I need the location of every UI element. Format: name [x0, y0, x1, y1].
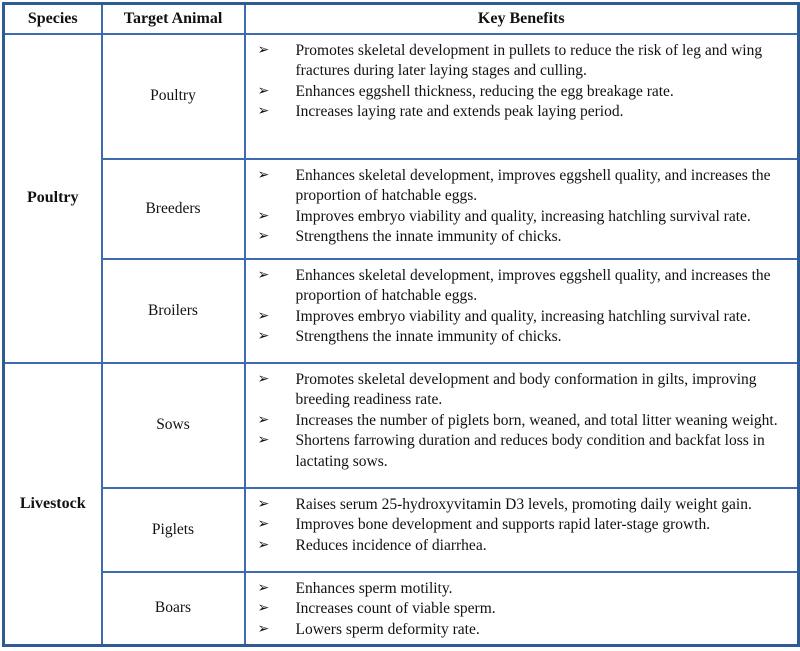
benefit-item [258, 495, 790, 516]
benefit-item [258, 266, 790, 307]
benefit-text: Improves embryo viability and quality, increasing hatchling survival rate. [295, 207, 751, 225]
benefit-text: Lowers sperm deformity rate. [295, 620, 480, 638]
arrow-bullet-icon: ➢ [257, 537, 270, 553]
arrow-bullet-icon: ➢ [257, 208, 270, 224]
benefit-item [258, 82, 790, 103]
benefit-item [258, 515, 790, 536]
benefits-cell-breeders [245, 159, 799, 259]
benefit-text: Improves embryo viability and quality, increasing hatchling survival rate. [295, 307, 751, 325]
benefit-text: Raises serum 25-hydroxyvitamin D3 levels, promoting daily weight gain. [295, 495, 752, 513]
table-row [4, 572, 799, 646]
benefit-item [258, 102, 790, 123]
target-animal-cell-breeders: Breeders [102, 159, 245, 259]
species-cell-livestock: Livestock [4, 363, 102, 646]
benefit-text: Promotes skeletal development and body conformation in gilts, improving breeding readiness rate. [295, 370, 757, 408]
benefit-text: Improves bone development and supports rapid later-stage growth. [295, 516, 711, 533]
arrow-bullet-icon: ➢ [257, 371, 270, 387]
benefit-item [258, 207, 790, 228]
arrow-bullet-icon: ➢ [257, 104, 270, 119]
col-header-species: Species [4, 4, 102, 34]
species-benefits-table [2, 2, 800, 647]
benefit-item [258, 620, 790, 641]
benefit-item [258, 536, 790, 557]
benefits-cell-sows [245, 363, 799, 488]
benefit-text: Increases the number of piglets born, weaned, and total litter weaning weight. [295, 411, 778, 429]
table-row [4, 34, 799, 159]
benefit-text: Reduces incidence of diarrhea. [295, 536, 487, 554]
arrow-bullet-icon: ➢ [257, 308, 270, 324]
benefit-item [258, 370, 790, 411]
table-row [4, 259, 799, 363]
benefit-text: Increases laying rate and extends peak laying period. [295, 103, 624, 120]
arrow-bullet-icon: ➢ [257, 167, 270, 183]
benefits-cell-poultry [245, 34, 799, 159]
arrow-bullet-icon: ➢ [257, 229, 270, 244]
benefit-text: Enhances sperm motility. [295, 579, 453, 597]
benefit-item [258, 41, 790, 82]
col-header-target-animal: Target Animal [102, 4, 245, 34]
table-row [4, 159, 799, 259]
arrow-bullet-icon: ➢ [257, 601, 270, 616]
benefit-text: Strengthens the innate immunity of chicks. [295, 228, 562, 245]
target-animal-cell-broilers: Broilers [102, 259, 245, 363]
benefit-item [258, 307, 790, 328]
benefits-cell-broilers [245, 259, 799, 363]
benefit-item [258, 166, 790, 207]
benefit-text: Enhances skeletal development, improves eggshell quality, and increases the proportion of hatchable eggs. [295, 266, 771, 304]
arrow-bullet-icon: ➢ [257, 496, 270, 512]
benefits-cell-boars [245, 572, 799, 646]
target-animal-cell-sows: Sows [102, 363, 245, 488]
benefit-item [258, 579, 790, 600]
arrow-bullet-icon: ➢ [257, 83, 270, 99]
benefit-text: Enhances eggshell thickness, reducing the egg breakage rate. [295, 82, 674, 100]
arrow-bullet-icon: ➢ [257, 517, 270, 532]
table-row [4, 488, 799, 572]
arrow-bullet-icon: ➢ [257, 329, 270, 344]
arrow-bullet-icon: ➢ [257, 267, 270, 283]
benefit-text: Promotes skeletal development in pullets to reduce the risk of leg and wing fractures during later laying stages and culling. [295, 41, 763, 79]
benefit-text: Strengthens the innate immunity of chicks. [295, 328, 562, 345]
benefit-item [258, 411, 790, 432]
benefit-item [258, 227, 790, 248]
benefit-text: Enhances skeletal development, improves eggshell quality, and increases the proportion of hatchable eggs. [295, 166, 771, 204]
arrow-bullet-icon: ➢ [257, 433, 270, 448]
table-header-row [4, 4, 799, 34]
benefit-item [258, 599, 790, 620]
target-animal-cell-boars: Boars [102, 572, 245, 646]
benefits-cell-piglets [245, 488, 799, 572]
benefit-item [258, 431, 790, 472]
col-header-key-benefits: Key Benefits [245, 4, 799, 34]
arrow-bullet-icon: ➢ [257, 42, 270, 58]
benefit-text: Shortens farrowing duration and reduces body condition and backfat loss in lactating sows. [295, 432, 765, 470]
benefit-text: Increases count of viable sperm. [295, 600, 496, 617]
species-cell-poultry: Poultry [4, 34, 102, 363]
target-animal-cell-piglets: Piglets [102, 488, 245, 572]
arrow-bullet-icon: ➢ [257, 412, 270, 428]
arrow-bullet-icon: ➢ [257, 580, 270, 596]
arrow-bullet-icon: ➢ [257, 621, 270, 637]
table-row [4, 363, 799, 488]
benefit-item [258, 327, 790, 348]
target-animal-cell-poultry: Poultry [102, 34, 245, 159]
